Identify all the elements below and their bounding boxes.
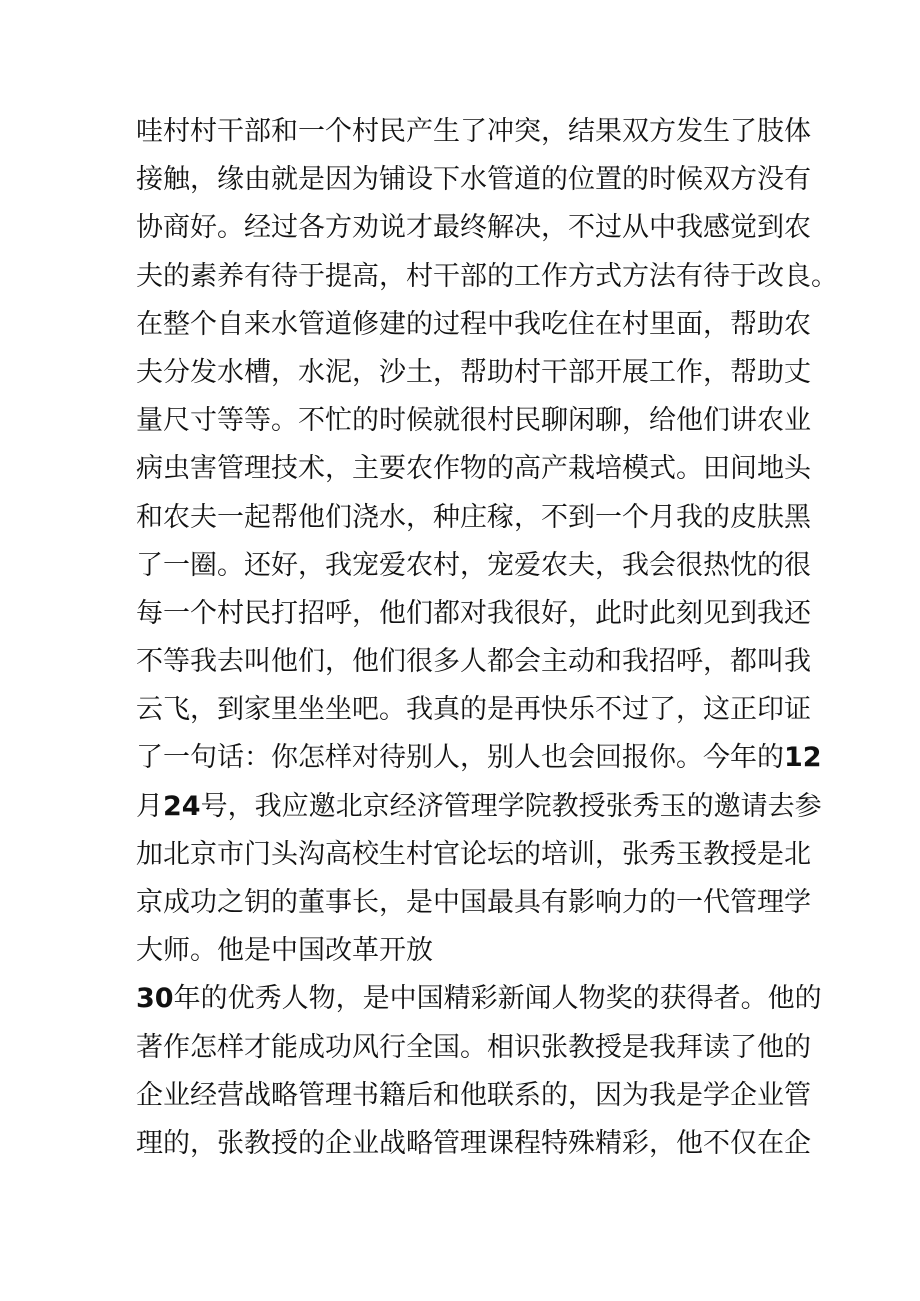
text-line — [136, 783, 822, 831]
text-line: 接触，缘由就是因为铺设下水管道的位置的时候双方没有 — [136, 164, 811, 196]
text-line: 企业经营战略管理书籍后和他联系的，因为我是学企业管 — [136, 1079, 811, 1111]
line-number: 24 — [163, 790, 201, 822]
text-line: 在整个自来水管道修建的过程中我吃住在村里面，帮助农 — [136, 308, 811, 340]
text-line: 哇村村干部和一个村民产生了冲突，结果双方发生了肢体 — [136, 116, 811, 147]
text-line: 和农夫一起帮他们浇水，种庄稼，不到一个月我的皮肤黑 — [136, 501, 811, 533]
text-line: 夫的素养有待于提高，村干部的工作方式方法有待于改良。 — [136, 260, 838, 292]
text-line — [136, 975, 822, 1023]
text-line: 大师。他是中国改革开放 — [136, 935, 433, 967]
text-line — [136, 734, 822, 782]
line-text: 年的优秀人物，是中国精彩新闻人物奖的获得者。他的 — [173, 983, 822, 1015]
text-line: 云飞，到家里坐坐吧。我真的是再快乐不过了，这正印证 — [136, 694, 811, 726]
text-line: 量尺寸等等。不忙的时候就很村民聊闲聊，给他们讲农业 — [136, 405, 811, 437]
line-text: 了一句话：你怎样对待别人，别人也会回报你。今年的 — [136, 742, 784, 774]
text-line: 加北京市门头沟高校生村官论坛的培训，张秀玉教授是北 — [136, 838, 811, 870]
line-text: 号，我应邀北京经济管理学院教授张秀玉的邀请去参 — [200, 790, 822, 822]
line-text: 月 — [136, 790, 163, 822]
text-line: 夫分发水槽，水泥，沙土，帮助村干部开展工作，帮助丈 — [136, 356, 811, 388]
text-line: 了一圈。还好，我宠爱农村，宠爱农夫，我会很热忱的很 — [136, 549, 811, 581]
text-line: 每一个村民打招呼，他们都对我很好，此时此刻见到我还 — [136, 597, 811, 629]
line-number: 30 — [136, 983, 174, 1015]
text-line: 不等我去叫他们，他们很多人都会主动和我招呼，都叫我 — [136, 646, 811, 678]
text-line: 著作怎样才能成功风行全国。相识张教授是我拜读了他的 — [136, 1031, 811, 1063]
line-number: 12 — [784, 742, 822, 774]
text-line: 京成功之钥的董事长，是中国最具有影响力的一代管理学 — [136, 887, 811, 918]
body-text — [136, 108, 838, 1168]
text-line: 协商好。经过各方劝说才最终解决，不过从中我感觉到农 — [136, 212, 811, 244]
text-line: 病虫害管理技术，主要农作物的高产栽培模式。田间地头 — [136, 453, 811, 485]
text-line: 理的，张教授的企业战略管理课程特殊精彩，他不仅在企 — [136, 1127, 811, 1159]
